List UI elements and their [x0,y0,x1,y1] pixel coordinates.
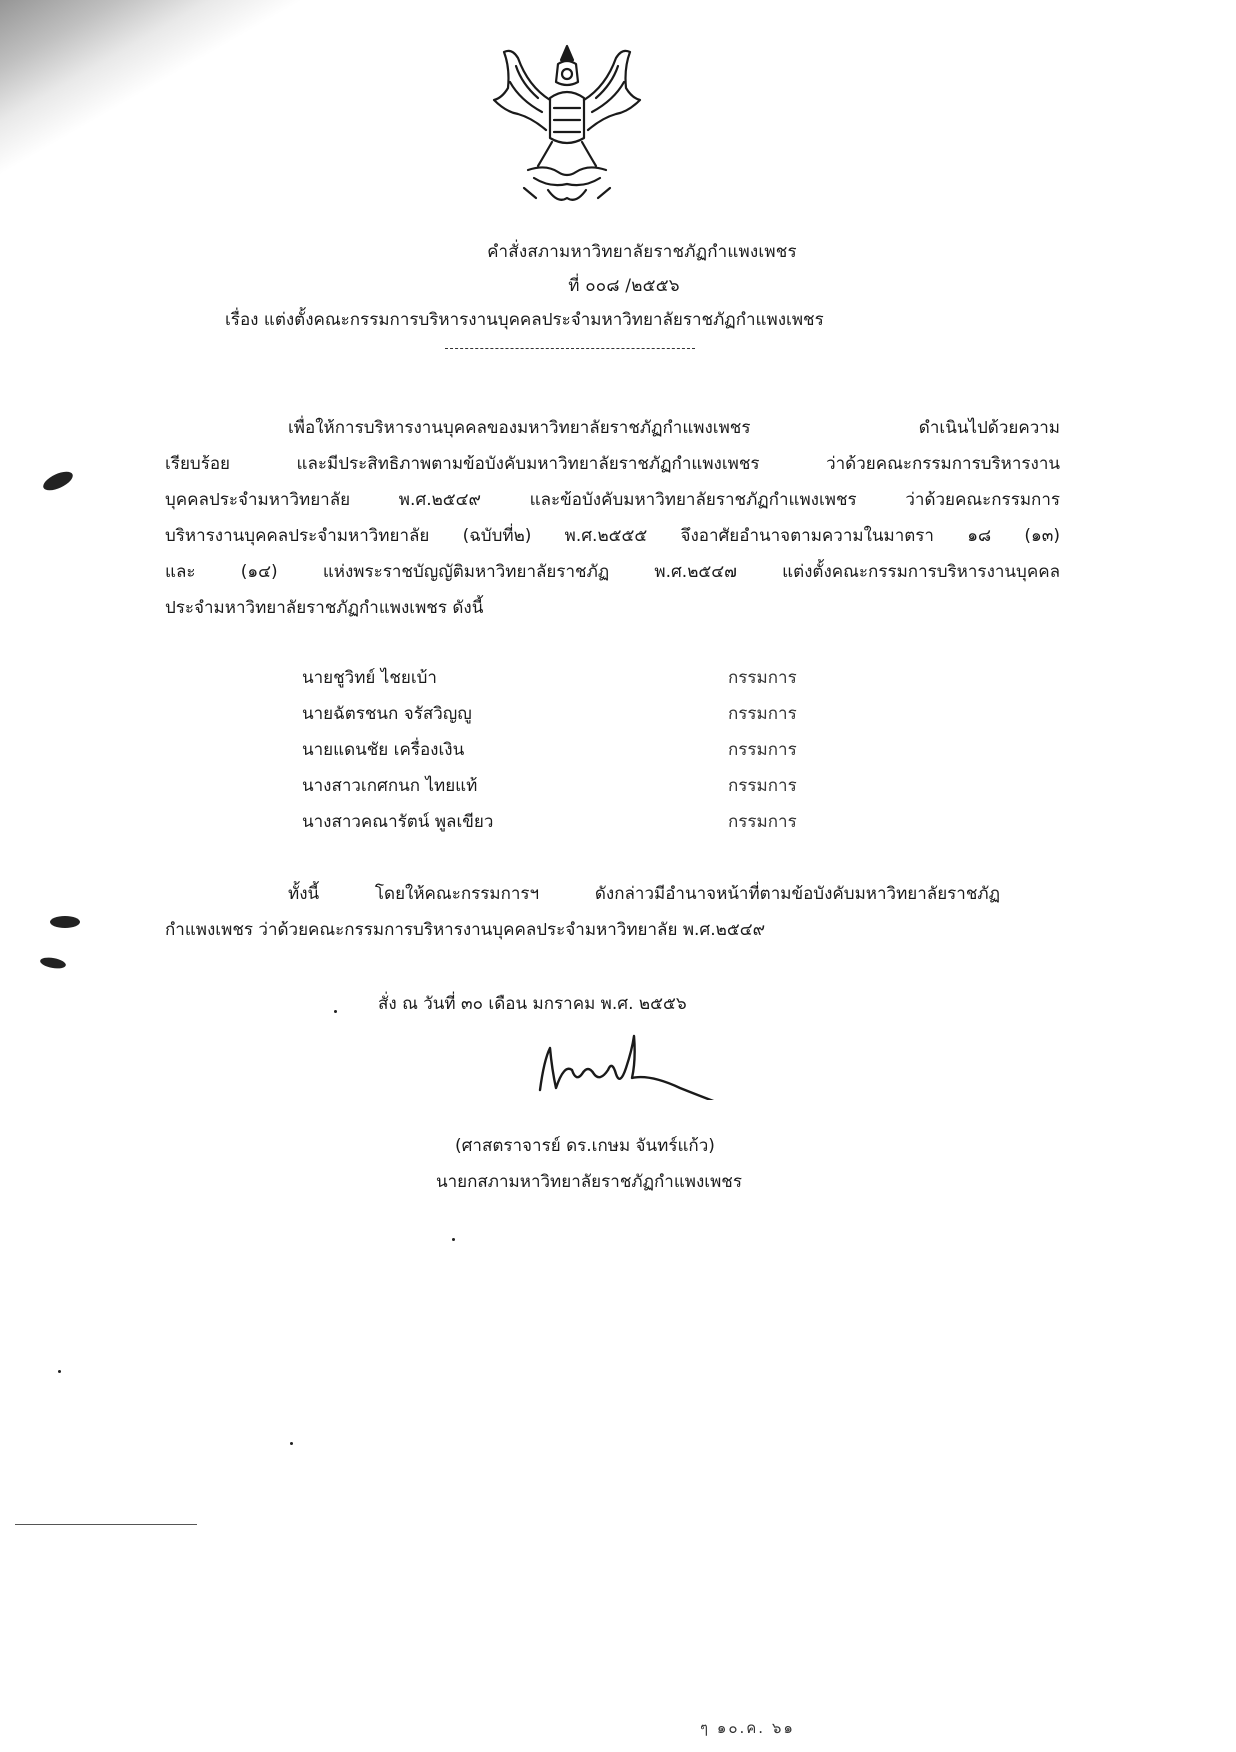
scan-speck [290,1442,293,1445]
order-number: ที่ ๐๐๘ /๒๕๕๖ [568,276,680,296]
scan-speck [334,1010,337,1013]
member-name: นางสาวคณารัตน์ พูลเขียว [302,812,494,832]
member-role: กรรมการ [728,668,797,688]
punch-hole-mark [39,956,66,970]
member-name: นางสาวเกศกนก ไทยแท้ [302,776,478,796]
scan-corner-shadow [0,0,330,190]
body-paragraph-line: เรียบร้อย และมีประสิทธิภาพตามข้อบังคับมหาวิทยาลัยราชภัฏกำแพงเพชร ว่าด้วยคณะกรรมการบริหารงาน [165,454,1060,474]
order-date: สั่ง ณ วันที่ ๓๐ เดือน มกราคม พ.ศ. ๒๕๕๖ [378,994,687,1014]
scan-stray-line [15,1524,197,1525]
member-name: นายชูวิทย์ ไชยเบ้า [302,668,437,688]
body-paragraph-line: ทั้งนี้ โดยให้คณะกรรมการฯ ดังกล่าวมีอำนาจหน้าที่ตามข้อบังคับมหาวิทยาลัยราชภัฏ [288,884,1000,904]
signer-title: นายกสภามหาวิทยาลัยราชภัฏกำแพงเพชร [436,1172,742,1192]
order-subject: เรื่อง แต่งตั้งคณะกรรมการบริหารงานบุคคลประจำมหาวิทยาลัยราชภัฏกำแพงเพชร [225,310,824,330]
body-paragraph-line: เพื่อให้การบริหารงานบุคคลของมหาวิทยาลัยราชภัฏกำแพงเพชร ดำเนินไปด้วยความ [288,418,1060,438]
punch-hole-mark [41,468,76,494]
member-name: นายฉัตรชนก จรัสวิญญู [302,704,472,724]
body-paragraph-line: กำแพงเพชร ว่าด้วยคณะกรรมการบริหารงานบุคคลประจำมหาวิทยาลัย พ.ศ.๒๕๔๙ [165,920,766,940]
garuda-emblem-icon [488,38,646,210]
handwritten-footer-note: ๆ ๑๐.ค. ๖๑ [700,1719,795,1737]
scan-speck [452,1238,455,1241]
member-role: กรรมการ [728,812,797,832]
member-role: กรรมการ [728,704,797,724]
order-title: คำสั่งสภามหาวิทยาลัยราชภัฏกำแพงเพชร [487,242,797,262]
punch-hole-mark [50,916,80,928]
signature-image [530,1030,730,1100]
member-name: นายแดนชัย เครื่องเงิน [302,740,465,760]
body-paragraph-line: และ (๑๔) แห่งพระราชบัญญัติมหาวิทยาลัยราชภัฏ พ.ศ.๒๕๔๗ แต่งตั้งคณะกรรมการบริหารงานบุคคล [165,562,1060,582]
body-paragraph-line: บริหารงานบุคคลประจำมหาวิทยาลัย (ฉบับที่๒) พ.ศ.๒๕๕๕ จึงอาศัยอำนาจตามความในมาตรา ๑๘ (๑๓) [165,526,1060,546]
signer-name: (ศาสตราจารย์ ดร.เกษม จันทร์แก้ว) [455,1136,715,1156]
scan-speck [58,1370,61,1373]
member-role: กรรมการ [728,740,797,760]
member-role: กรรมการ [728,776,797,796]
body-paragraph-line: บุคคลประจำมหาวิทยาลัย พ.ศ.๒๕๔๙ และข้อบังคับมหาวิทยาลัยราชภัฏกำแพงเพชร ว่าด้วยคณะกรรมการ [165,490,1060,510]
title-divider [445,348,695,349]
body-paragraph-line: ประจำมหาวิทยาลัยราชภัฏกำแพงเพชร ดังนี้ [165,598,484,618]
